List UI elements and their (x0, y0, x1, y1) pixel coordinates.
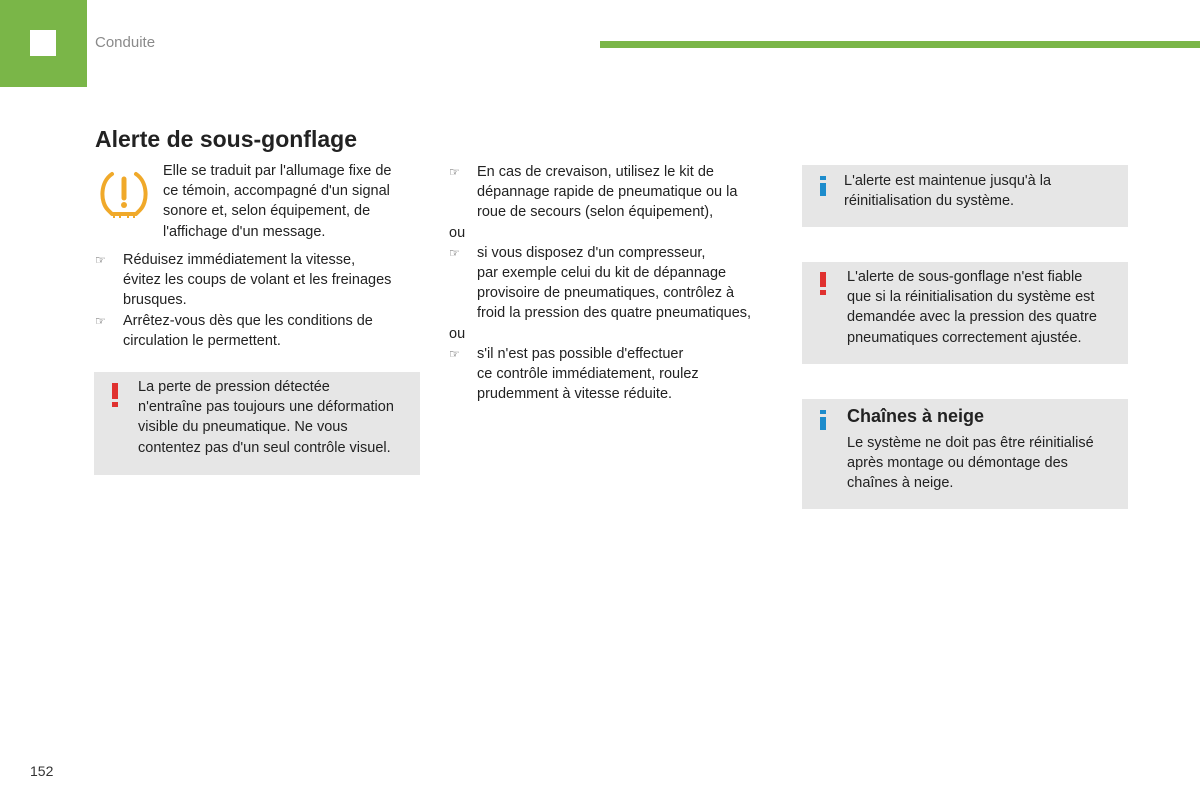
list-item-line: froid la pression des quatre pneumatiques, (477, 305, 752, 322)
left-instruction-list (95, 250, 391, 351)
list-item (449, 243, 751, 324)
pointing-hand-icon: ☞ (449, 165, 460, 179)
tire-pressure-warning-icon (98, 168, 150, 220)
note-line: demandée avec la pression des quatre (847, 309, 1097, 326)
note-line: L'alerte de sous-gonflage n'est fiable (847, 269, 1083, 285)
info-note (802, 165, 1128, 227)
note-line: réinitialisation du système. (844, 193, 1015, 210)
list-item-line: Arrêtez-vous dès que les conditions de (123, 312, 373, 329)
list-item (449, 344, 751, 405)
header-rule (600, 41, 1200, 48)
intro-line: l'affichage d'un message. (163, 223, 326, 240)
list-item-line: dépannage rapide de pneumatique ou la (477, 184, 738, 201)
note-line: après montage ou démontage des (847, 455, 1068, 472)
list-item-line: roue de secours (selon équipement), (477, 204, 714, 221)
list-item-line: ce contrôle immédiatement, roulez (477, 366, 699, 383)
alert-note (94, 372, 420, 475)
chapter-tab-square (30, 30, 56, 56)
chapter-tab (0, 0, 87, 87)
page-title: Alerte de sous-gonflage (95, 126, 357, 152)
intro-line: ce témoin, accompagné d'un signal (163, 183, 390, 200)
info-note-snow-chains (802, 399, 1128, 509)
intro-text (163, 161, 391, 242)
pointing-hand-icon: ☞ (95, 253, 106, 267)
list-item-line: évitez les coups de volant et les freinages (123, 272, 392, 289)
info-icon (818, 410, 828, 430)
info-icon (818, 176, 828, 196)
note-line: La perte de pression détectée (138, 379, 330, 395)
list-item-line: brusques. (123, 292, 187, 309)
list-item-line: s'il n'est pas possible d'effectuer (477, 345, 684, 362)
list-item (95, 250, 391, 311)
note-line: chaînes à neige. (847, 475, 954, 492)
note-line: L'alerte est maintenue jusqu'à la (844, 173, 1052, 189)
pointing-hand-icon: ☞ (449, 346, 460, 361)
list-item (449, 162, 751, 223)
page-number: 152 (30, 763, 54, 779)
list-item-line: si vous disposez d'un compresseur, (477, 244, 706, 261)
middle-instruction-list (449, 162, 751, 404)
section-name: Conduite (95, 34, 156, 51)
list-item-line: circulation le permettent. (123, 332, 281, 349)
note-line: contentez pas d'un seul contrôle visuel. (138, 439, 391, 456)
note-line: que si la réinitialisation du système est (847, 289, 1095, 306)
or-separator: ou (449, 224, 466, 241)
note-heading: Chaînes à neige (847, 406, 985, 426)
exclamation-icon (816, 271, 830, 295)
note-line: Le système ne doit pas être réinitialisé (847, 435, 1094, 451)
list-item-line: prudemment à vitesse réduite. (477, 386, 673, 403)
list-item-line: Réduisez immédiatement la vitesse, (123, 252, 356, 268)
list-item (95, 311, 391, 351)
list-item-line: provisoire de pneumatiques, contrôlez à (477, 285, 735, 302)
exclamation-icon (108, 382, 122, 408)
pointing-hand-icon: ☞ (95, 313, 106, 328)
note-line: visible du pneumatique. Ne vous (138, 419, 348, 436)
note-line: pneumatiques correctement ajustée. (847, 329, 1082, 346)
or-separator: ou (449, 325, 466, 342)
list-item-line: par exemple celui du kit de dépannage (477, 265, 727, 282)
intro-line: Elle se traduit par l'allumage fixe de (163, 163, 392, 179)
list-item-line: En cas de crevaison, utilisez le kit de (477, 164, 714, 180)
alert-note (802, 262, 1128, 364)
pointing-hand-icon: ☞ (449, 245, 460, 260)
intro-line: sonore et, selon équipement, de (163, 203, 371, 220)
note-line: n'entraîne pas toujours une déformation (138, 399, 394, 416)
